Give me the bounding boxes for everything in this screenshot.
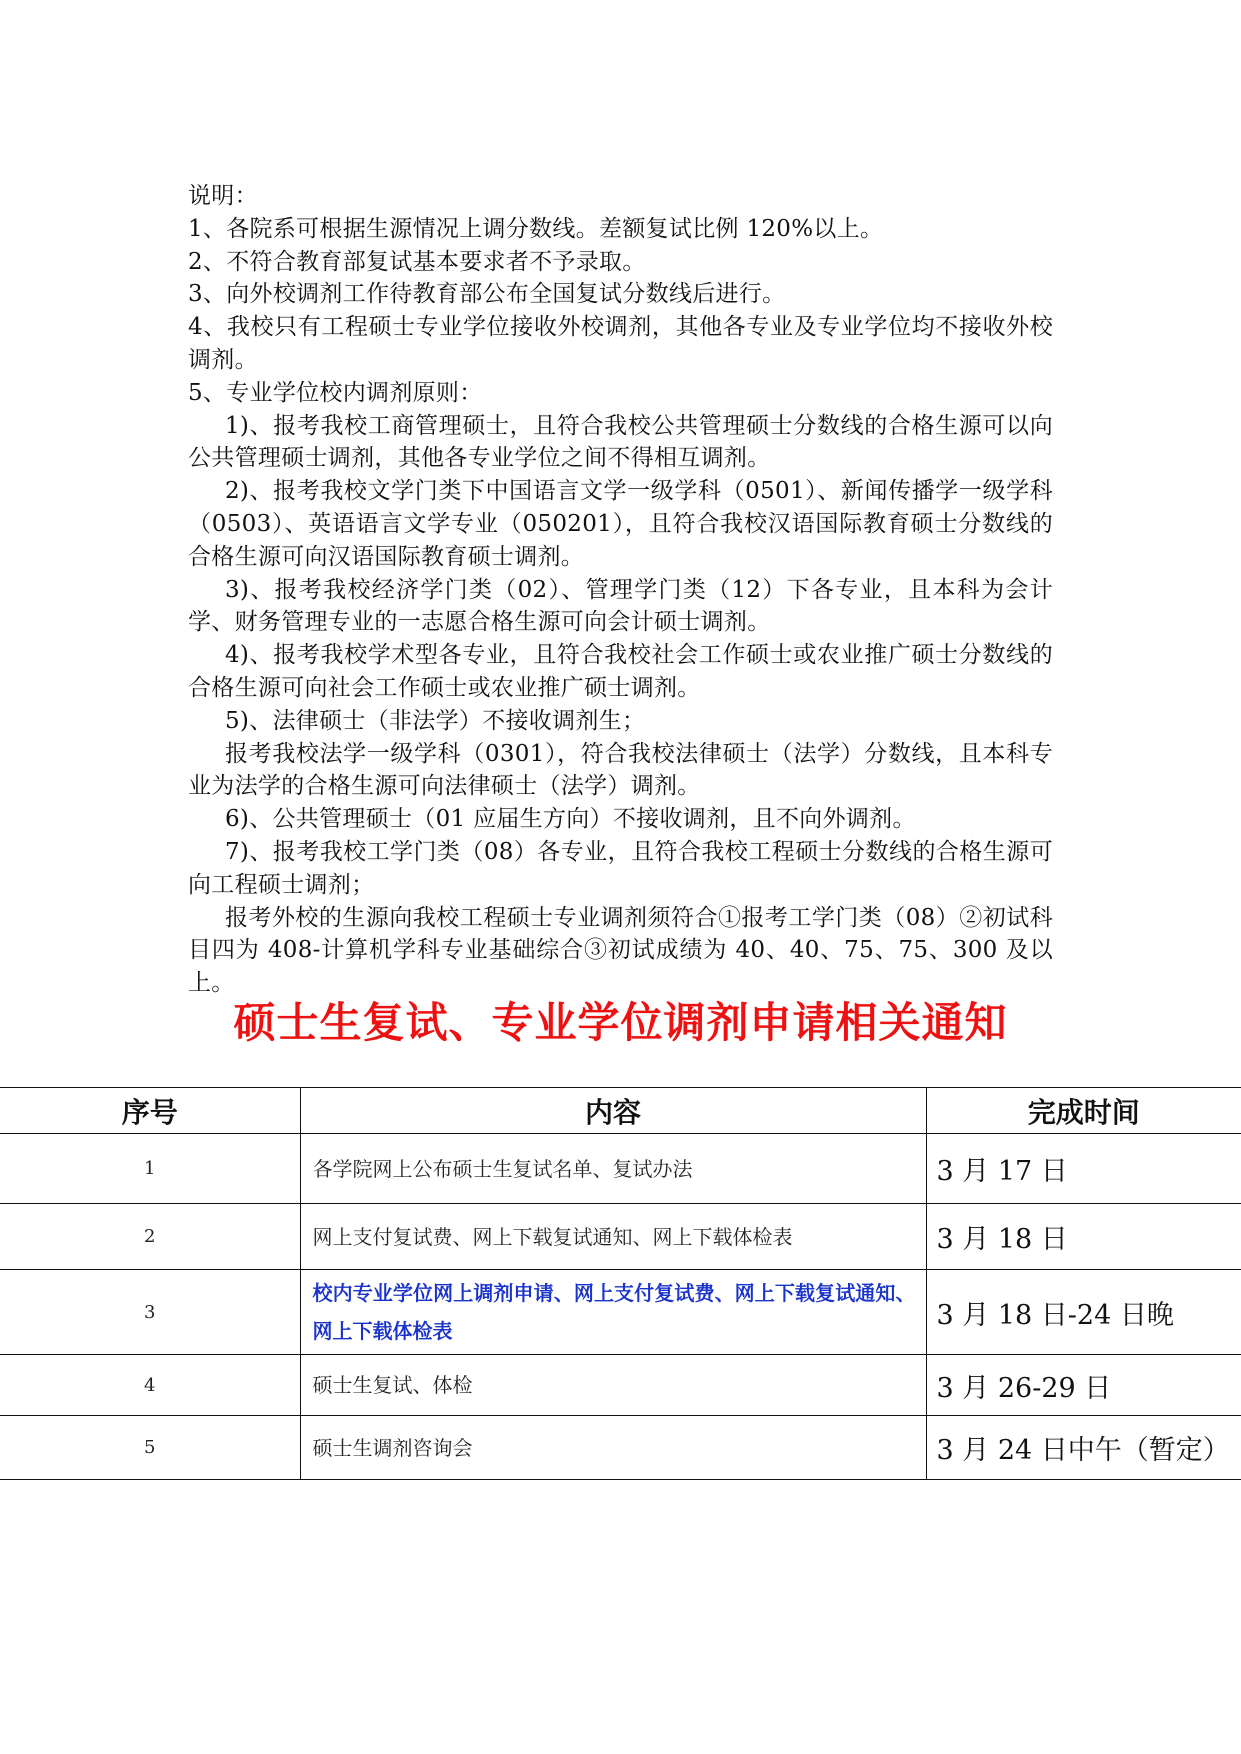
row-seq: 3 — [0, 1270, 300, 1355]
row-content: 硕士生复试、体检 — [300, 1355, 926, 1416]
note-item-4: 4、我校只有工程硕士专业学位接收外校调剂，其他各专业及专业学位均不接收外校调剂。 — [188, 314, 1053, 373]
table-row — [0, 1134, 1241, 1204]
table-header-row — [0, 1088, 1241, 1134]
note-item-5: 5、专业学位校内调剂原则： — [188, 379, 483, 406]
principle-5-detail: 报考我校法学一级学科（0301），符合我校法律硕士（法学）分数线，且本科专业为法学的合格生源可向法律硕士（法学）调剂。 — [188, 740, 1053, 800]
header-seq: 序号 — [0, 1088, 300, 1134]
principle-7: 7)、报考我校工学门类（08）各专业，且符合我校工程硕士分数线的合格生源可向工程硕士调剂； — [188, 838, 1053, 898]
row-time: 3 月 18 日 — [926, 1204, 1241, 1270]
note-item-1: 1、各院系可根据生源情况上调分数线。差额复试比例 120%以上。 — [188, 215, 884, 242]
row-content: 各学院网上公布硕士生复试名单、复试办法 — [300, 1134, 926, 1204]
note-item-3: 3、向外校调剂工作待教育部公布全国复试分数线后进行。 — [188, 281, 786, 308]
principle-5: 5)、法律硕士（非法学）不接收调剂生； — [225, 707, 646, 734]
row-content: 硕士生调剂咨询会 — [300, 1416, 926, 1480]
row-time: 3 月 18 日-24 日晚 — [926, 1270, 1241, 1355]
table-row — [0, 1355, 1241, 1416]
row-content: 网上支付复试费、网上下载复试通知、网上下载体检表 — [300, 1204, 926, 1270]
row-time: 3 月 17 日 — [926, 1134, 1241, 1204]
table-row — [0, 1416, 1241, 1480]
notice-title: 硕士生复试、专业学位调剂申请相关通知 — [233, 998, 1008, 1047]
note-item-2: 2、不符合教育部复试基本要求者不予录取。 — [188, 248, 646, 275]
header-content: 内容 — [300, 1088, 926, 1134]
notes-section — [188, 180, 1053, 1000]
principle-7-detail: 报考外校的生源向我校工程硕士专业调剂须符合①报考工学门类（08）②初试科目四为 408-计算机学科专业基础综合③初试成绩为 40、40、75、75、300 及以上。 — [188, 904, 1053, 997]
row-seq: 4 — [0, 1355, 300, 1416]
principle-3: 3)、报考我校经济学门类（02）、管理学门类（12）下各专业，且本科为会计学、财务管理专业的一志愿合格生源可向会计硕士调剂。 — [188, 576, 1053, 636]
schedule-table — [0, 1087, 1241, 1480]
table-row — [0, 1204, 1241, 1270]
row-content-highlight: 校内专业学位网上调剂申请、网上支付复试费、网上下载复试通知、网上下载体检表 — [300, 1270, 926, 1355]
row-time: 3 月 24 日中午（暂定） — [926, 1416, 1241, 1480]
row-seq: 5 — [0, 1416, 300, 1480]
principle-6: 6)、公共管理硕士（01 应届生方向）不接收调剂，且不向外调剂。 — [225, 806, 916, 833]
row-seq: 2 — [0, 1204, 300, 1270]
principle-1: 1)、报考我校工商管理硕士，且符合我校公共管理硕士分数线的合格生源可以向公共管理硕士调剂，其他各专业学位之间不得相互调剂。 — [188, 412, 1053, 472]
principle-2: 2)、报考我校文学门类下中国语言文学一级学科（0501）、新闻传播学一级学科（0503）、英语语言文学专业（050201），且符合我校汉语国际教育硕士分数线的合格生源可向汉语国际教育硕士调剂。 — [188, 478, 1053, 570]
table-row — [0, 1270, 1241, 1355]
header-time: 完成时间 — [926, 1088, 1241, 1134]
row-seq: 1 — [0, 1134, 300, 1204]
principle-4: 4)、报考我校学术型各专业，且符合我校社会工作硕士或农业推广硕士分数线的合格生源可向社会工作硕士或农业推广硕士调剂。 — [188, 642, 1053, 701]
row-time: 3 月 26-29 日 — [926, 1355, 1241, 1416]
notes-heading: 说明： — [188, 183, 258, 209]
